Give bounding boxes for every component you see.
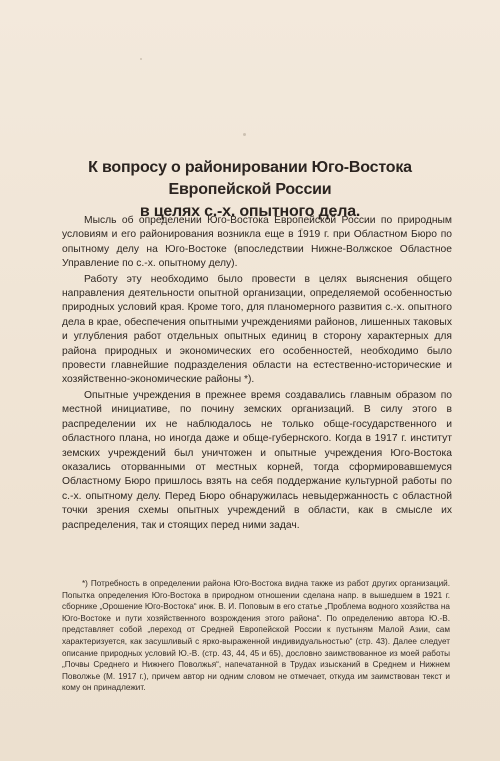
- paper-speck: [140, 58, 142, 60]
- paragraph: Опытные учреждения в прежнее время создавались главным образом по местной инициативе, по почину земских организаций. В силу этого в распределении их не наблюдалось не только обще-государственного и областного плана, но иногда даже и обще-губернского. Когда в 1917 г. институт земских учреждений был уничтожен и опытные учреждения Юго-Востока оказались оторванными от местных корней, тогда сформировавшемуся Областному Бюро пришлось взять на себя поддержание культурной работы по с.-х. опытному делу. Перед Бюро обнаружилась невыдержанность с областной точки зрения схемы опытных учреждений в области, как в смысле их распределения, так и стоящих перед ними задач.: [62, 389, 452, 531]
- paper-speck: [243, 133, 246, 136]
- title-line-2: в целях с.-х. опытного дела.: [139, 203, 361, 220]
- article-body: [62, 214, 452, 533]
- footnote: [62, 578, 450, 694]
- footnote-text: *) Потребность в определении района Юго-Востока видна также из работ других организаций. Попытка определения Юго-Востока в природном отношении сделана напр. в вышедшем в 1921 г. сборнике „Орошение Юго-Востока“ инж. В. И. Поповым в его статье „Проблема водного хозяйства на Юго-Востоке и пути хозяйственного возрождения этого района“. По определению автора Ю.-В. представляет собой „переход от Средней Европейской России к пустыням Малой Азии, сам характеризуется, как засушливый с ярко-выраженной индивидуальностью“ (стр. 43). Далее следует описание природных условий Ю.-В. (стр. 43, 44, 45 и 65), дословно заимствованное из моей работы „Почвы Среднего и Нижнего Поволжья“, напечатанной в Трудах изысканий в Среднем и Нижнем Поволжье (М. 1917 г.), причем автор ни одним словом не отмечает, откуда им заимствован текст и кому он принадлежит.: [62, 579, 450, 693]
- paragraph: Мысль об определении Юго-Востока Европейской России по природным условиям и его районирования возникла еще в 1919 г. при Областном Бюро по опытному делу на Юго-Востоке (впоследствии Нижне-Волжское Областное Управление по с.-х. опытному делу).: [62, 215, 452, 270]
- paragraph: Работу эту необходимо было провести в целях выяснения общего направления деятельности опытной организации, определяемой особенностью природных условий края. Кроме того, для планомерного развития с.-х. опытного дела в крае, обеспечения опытными учреждениями районов, лишенных таковых и углубления работ отдельных опытных единиц в сторону характерных для района природных и экономических его особенностей, необходимо было провести главнейшие подразделения области на естественно-исторические и хозяйственно-экономические районы *).: [62, 273, 452, 386]
- title-line-1: К вопросу о районировании Юго-Востока Европейской России: [88, 159, 412, 198]
